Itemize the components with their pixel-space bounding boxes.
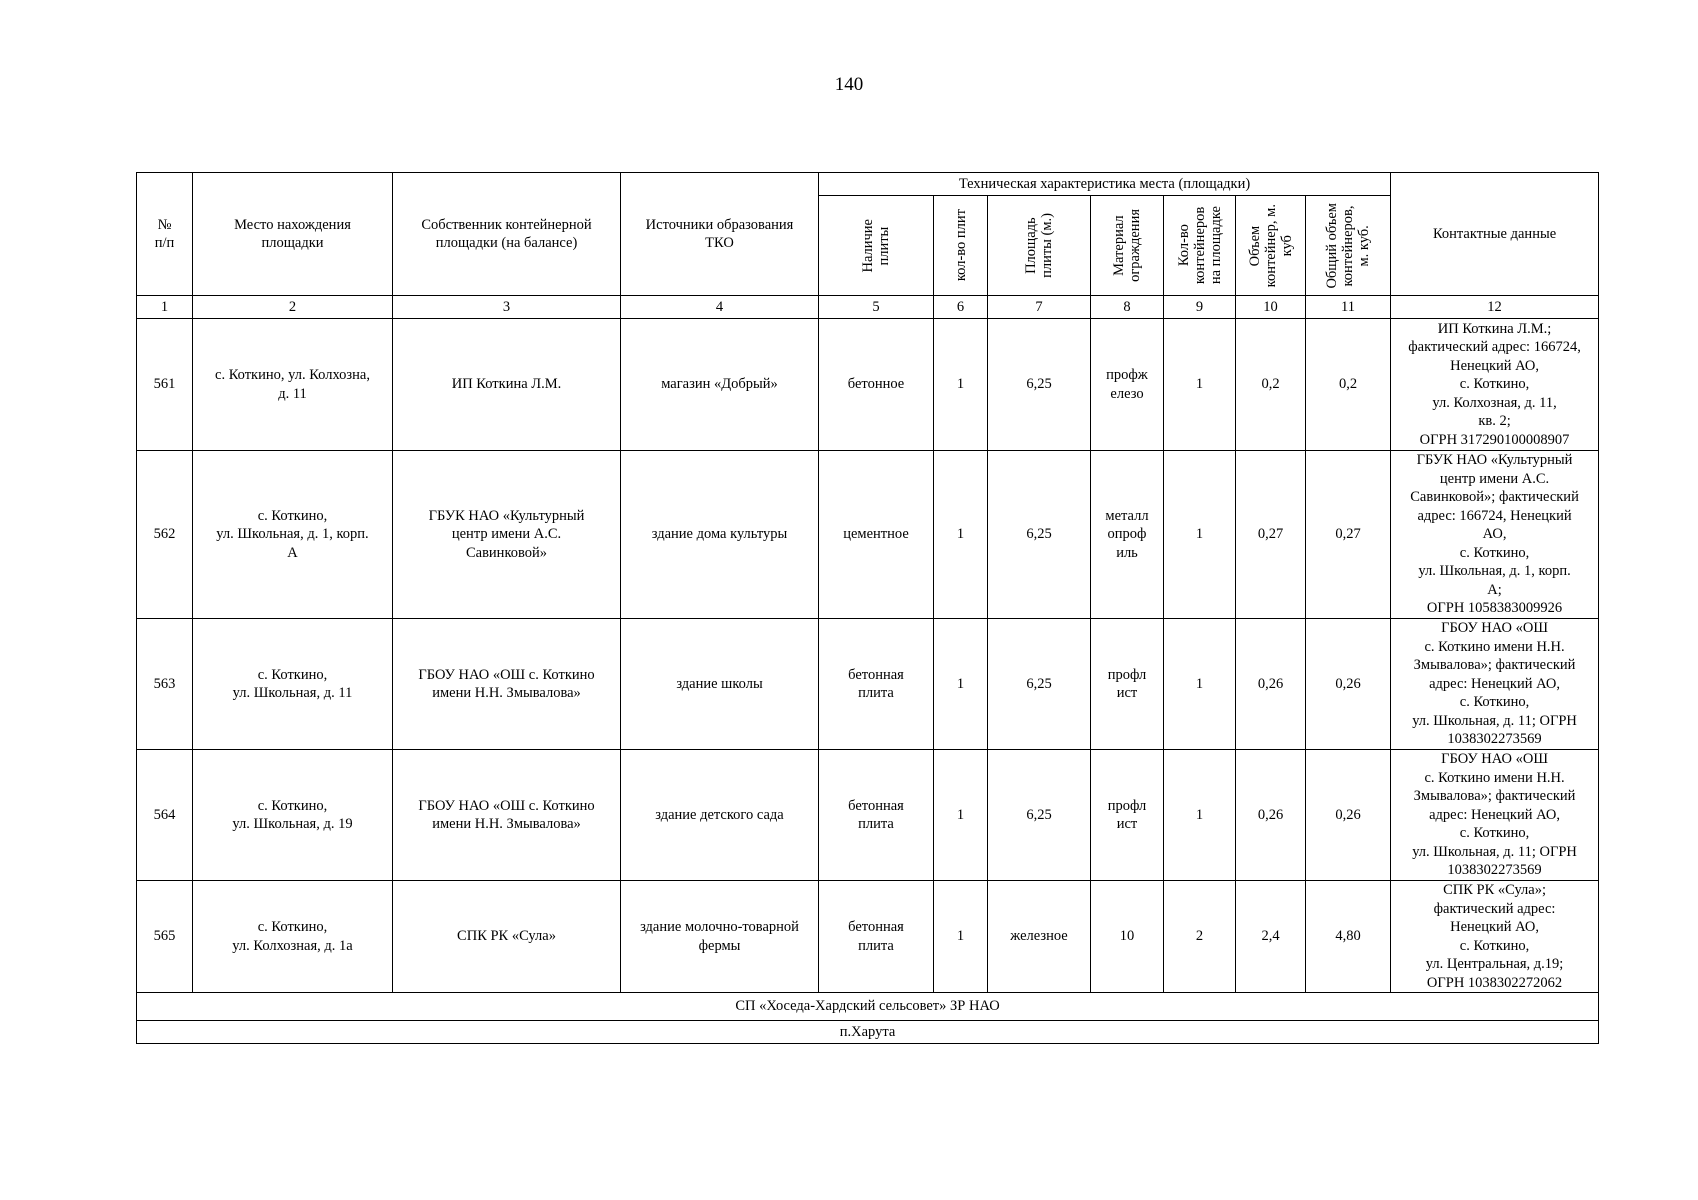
cell-area: железное (988, 881, 1091, 993)
slab-area-label: Площадь плиты (м.) (1023, 213, 1055, 278)
table-row (137, 881, 1599, 993)
cell-location: с. Коткино, ул. Колхозная, д. 1а (193, 881, 393, 993)
cell-containers: 1 (1164, 750, 1236, 881)
col-header-location: Место нахождения площадки (193, 173, 393, 296)
cell-containers: 1 (1164, 451, 1236, 619)
cell-slab-count: 1 (934, 319, 988, 451)
container-volume-label: Объем контейнер, м. куб (1246, 203, 1295, 288)
cell-volume: 0,27 (1236, 451, 1306, 619)
subsection-row (137, 1021, 1599, 1044)
cell-slab-count: 1 (934, 619, 988, 750)
cell-location: с. Коткино, ул. Колхозна, д. 11 (193, 319, 393, 451)
cell-slab: бетонная плита (819, 619, 934, 750)
col-header-total-volume (1306, 196, 1391, 296)
cell-num: 561 (137, 319, 193, 451)
cell-slab: бетонная плита (819, 881, 934, 993)
col-header-owner: Собственник контейнерной площадки (на балансе) (393, 173, 621, 296)
column-number: 9 (1164, 296, 1236, 319)
table-row (137, 750, 1599, 881)
cell-contacts: ГБОУ НАО «ОШ с. Коткино имени Н.Н. Змывалова»; фактический адрес: Ненецкий АО, с. Коткино, ул. Школьная, д. 11; ОГРН 1038302273569 (1391, 750, 1599, 881)
table-row (137, 319, 1599, 451)
cell-total: 0,26 (1306, 750, 1391, 881)
cell-fence: 10 (1091, 881, 1164, 993)
cell-slab: бетонное (819, 319, 934, 451)
column-number: 8 (1091, 296, 1164, 319)
page-number: 140 (834, 74, 864, 95)
cell-containers: 1 (1164, 619, 1236, 750)
cell-contacts: СПК РК «Сула»; фактический адрес: Ненецкий АО, с. Коткино, ул. Центральная, д.19; ОГРН 1038302272062 (1391, 881, 1599, 993)
col-header-num: № п/п (137, 173, 193, 296)
container-count-label: Кол-во контейнеров на площадке (1175, 206, 1224, 285)
column-number: 6 (934, 296, 988, 319)
cell-slab-count: 1 (934, 750, 988, 881)
cell-total: 0,2 (1306, 319, 1391, 451)
cell-fence: профл ист (1091, 750, 1164, 881)
cell-owner: ГБОУ НАО «ОШ с. Коткино имени Н.Н. Змывалова» (393, 750, 621, 881)
column-numbers-row (137, 296, 1599, 319)
cell-total: 4,80 (1306, 881, 1391, 993)
cell-fence: профл ист (1091, 619, 1164, 750)
cell-num: 564 (137, 750, 193, 881)
col-header-contacts: Контактные данные (1391, 173, 1599, 296)
cell-owner: СПК РК «Сула» (393, 881, 621, 993)
cell-volume: 0,26 (1236, 750, 1306, 881)
cell-volume: 2,4 (1236, 881, 1306, 993)
slab-count-label: кол-во плит (952, 209, 969, 282)
cell-contacts: ГБОУ НАО «ОШ с. Коткино имени Н.Н. Змывалова»; фактический адрес: Ненецкий АО, с. Коткино, ул. Школьная, д. 11; ОГРН 1038302273569 (1391, 619, 1599, 750)
cell-contacts: ИП Коткина Л.М.; фактический адрес: 166724, Ненецкий АО, с. Коткино, ул. Колхозная, д. 11, кв. 2; ОГРН 317290100008907 (1391, 319, 1599, 451)
column-number: 1 (137, 296, 193, 319)
cell-fence: металл опроф иль (1091, 451, 1164, 619)
cell-location: с. Коткино, ул. Школьная, д. 19 (193, 750, 393, 881)
cell-sources: магазин «Добрый» (621, 319, 819, 451)
col-header-sources: Источники образования ТКО (621, 173, 819, 296)
cell-sources: здание детского сада (621, 750, 819, 881)
col-header-slab-count (934, 196, 988, 296)
cell-fence: профж елезо (1091, 319, 1164, 451)
cell-slab-count: 1 (934, 881, 988, 993)
cell-area: 6,25 (988, 451, 1091, 619)
header-row-1 (137, 173, 1599, 196)
cell-total: 0,27 (1306, 451, 1391, 619)
cell-slab: цементное (819, 451, 934, 619)
cell-slab-count: 1 (934, 451, 988, 619)
cell-area: 6,25 (988, 619, 1091, 750)
cell-containers: 2 (1164, 881, 1236, 993)
column-number: 10 (1236, 296, 1306, 319)
cell-sources: здание дома культуры (621, 451, 819, 619)
col-header-container-volume (1236, 196, 1306, 296)
container-sites-table (136, 172, 1599, 1044)
cell-sources: здание школы (621, 619, 819, 750)
col-header-fence-material (1091, 196, 1164, 296)
col-header-container-count (1164, 196, 1236, 296)
cell-num: 562 (137, 451, 193, 619)
cell-num: 563 (137, 619, 193, 750)
column-number: 3 (393, 296, 621, 319)
cell-area: 6,25 (988, 319, 1091, 451)
cell-total: 0,26 (1306, 619, 1391, 750)
column-number: 11 (1306, 296, 1391, 319)
column-number: 2 (193, 296, 393, 319)
cell-owner: ГБУК НАО «Культурный центр имени А.С. Савинковой» (393, 451, 621, 619)
cell-area: 6,25 (988, 750, 1091, 881)
fence-material-label: Материал ограждения (1111, 209, 1143, 282)
col-header-tech-group: Техническая характеристика места (площадки) (819, 173, 1391, 196)
column-number: 7 (988, 296, 1091, 319)
column-number: 5 (819, 296, 934, 319)
col-header-slab-area (988, 196, 1091, 296)
section-row (137, 993, 1599, 1021)
slab-presence-label: Наличие плиты (860, 218, 892, 273)
col-header-slab-presence (819, 196, 934, 296)
cell-contacts: ГБУК НАО «Культурный центр имени А.С. Савинковой»; фактический адрес: 166724, Ненецкий АО, с. Коткино, ул. Школьная, д. 1, корп. А; ОГРН 1058383009926 (1391, 451, 1599, 619)
cell-owner: ИП Коткина Л.М. (393, 319, 621, 451)
subsection-title: п.Харута (137, 1021, 1599, 1044)
cell-volume: 0,2 (1236, 319, 1306, 451)
column-number: 12 (1391, 296, 1599, 319)
cell-volume: 0,26 (1236, 619, 1306, 750)
cell-location: с. Коткино, ул. Школьная, д. 1, корп. А (193, 451, 393, 619)
cell-num: 565 (137, 881, 193, 993)
cell-slab: бетонная плита (819, 750, 934, 881)
table-row (137, 619, 1599, 750)
table-row (137, 451, 1599, 619)
section-title: СП «Хоседа-Хардский сельсовет» ЗР НАО (137, 993, 1599, 1021)
cell-owner: ГБОУ НАО «ОШ с. Коткино имени Н.Н. Змывалова» (393, 619, 621, 750)
cell-sources: здание молочно-товарной фермы (621, 881, 819, 993)
column-number: 4 (621, 296, 819, 319)
cell-containers: 1 (1164, 319, 1236, 451)
cell-location: с. Коткино, ул. Школьная, д. 11 (193, 619, 393, 750)
total-volume-label: Общий объем контейнеров, м. куб. (1324, 202, 1373, 289)
